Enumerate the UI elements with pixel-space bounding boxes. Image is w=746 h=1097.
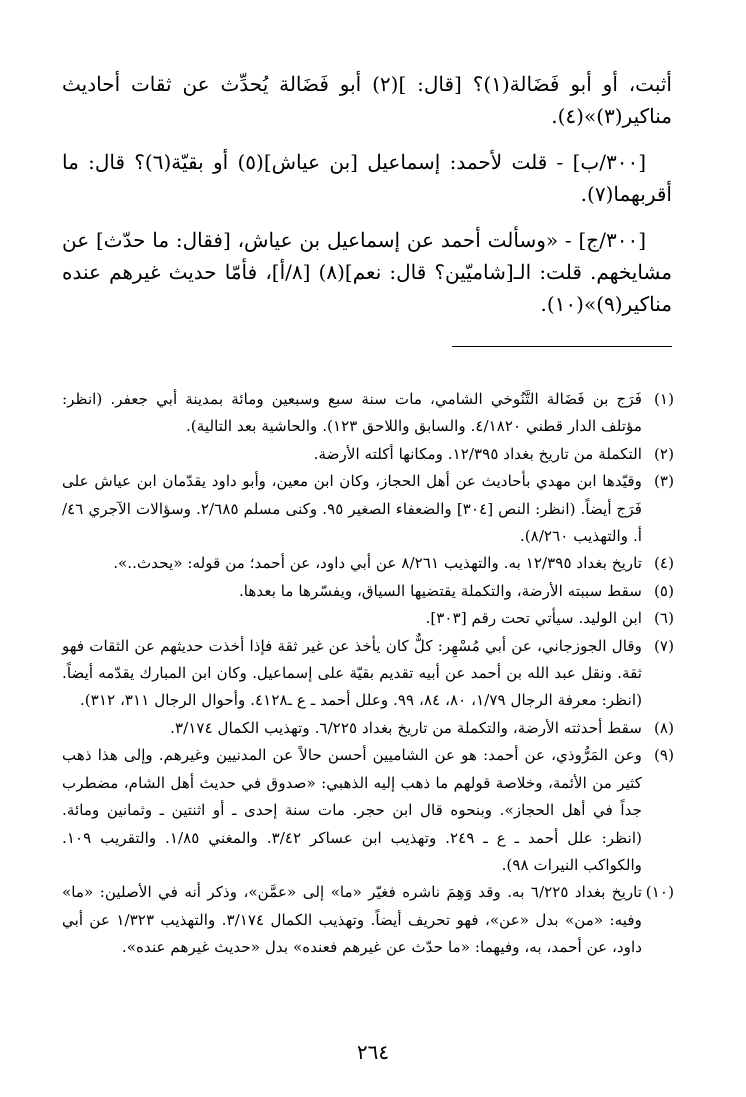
footnote-text: التكملة من تاريخ بغداد ١٢/٣٩٥. ومكانها أكلته الأرضة. (313, 444, 642, 463)
footnote-text: وقيّدها ابن مهدي بأحاديث عن أهل الحجاز، وكان ابن معين، وأبو داود يقدّمان ابن عياش على فَرَج أيضاً. (انظر: النص [٣٠٤] والضعفاء الصغير ٩٥. وكنى مسلم ٢/٦٨٥. وسؤالات الآجري ٤٦/أ. والتهذيب ٨/٢٦٠). (62, 472, 643, 546)
footnote-separator (452, 346, 672, 347)
paragraph-continuation: أثبت، أو أبو فَضَالة(١)؟ [قال: ](٢) أبو فَضَالة يُحدِّث عن ثقات أحاديث مناكير(٣)»(٤). (62, 72, 672, 128)
footnote-text: فَرَج بن فَضَالة التَّنُوخي الشامي، مات سنة سبع وسبعين ومائة بمدينة أبي جعفر. (انظر: مؤتلف الدار قطني ٤/١٨٢٠. والسابق واللاحق ١٢٣). والحاشية بعد التالية). (62, 390, 642, 436)
footnote-text: تاريخ بغداد ١٢/٣٩٥ به. والتهذيب ٨/٢٦١ عن أبي داود، عن أحمد؛ من قوله: «يحدث..». (113, 554, 642, 573)
footnote (62, 386, 674, 441)
footnote-number: (١٠) (645, 883, 674, 902)
footnote (62, 633, 674, 715)
footnote-text: وقال الجوزجاني، عن أبي مُسْهِر: كلٌّ كان يأخذ عن غير ثقة فإذا أخذت حديثهم عن الثقات فهو ثقة. ونقل عبد الله بن أحمد عن أبيه تقديم بقيّة على إسماعيل. وكان ابن المبارك يقدّمه أيضاً. (انظر: معرفة الرجال ١/٧٩، ٨٠، ٨٤، ٩٩. وعلل أحمد ـ ع ـ٤١٢٨. وأحوال الرجال ٣١١، ٣١٢). (62, 636, 642, 710)
footnote (62, 879, 674, 961)
footnote-number: (٩) (653, 746, 674, 765)
paragraph-300b: [٣٠٠/ب] - قلت لأحمد: إسماعيل [بن عياش](٥) أو بقيّة(٦)؟ قال: ما أقربهما(٧). (62, 150, 672, 206)
footnote (62, 742, 674, 879)
footnote (62, 605, 674, 632)
footnote-number: (١) (653, 390, 674, 408)
footnote (62, 715, 674, 742)
footnote (62, 441, 674, 468)
footnote (62, 578, 674, 605)
footnote (62, 550, 674, 577)
main-text (62, 68, 672, 334)
footnote-number: (٦) (653, 609, 674, 628)
footnote-text: تاريخ بغداد ٦/٢٢٥ به. وقد وَهِمَ ناشره فغيّر «ما» إلى «عمَّن»، وذكر أنه في الأصلين: «ما» وفيه: «من» بدل «عن»، فهو تحريف أيضاً. وتهذيب الكمال ٣/١٧٤. والتهذيب ١/٣٢٣ عن أبي داود، عن أحمد، به، وفيهما: «ما حدّث عن غيرهم فعنده» بدل «حديث غيرهم عنده». (62, 883, 643, 957)
footnote-number: (٧) (653, 636, 674, 655)
footnote-number: (٤) (653, 554, 674, 573)
footnote-text: سقط سببته الأرضة، والتكملة يقتضيها السياق، ويفسّرها ما بعدها. (238, 581, 642, 600)
footnote (62, 468, 674, 550)
footnote-text: سقط أحدثته الأرضة، والتكملة من تاريخ بغداد ٦/٢٢٥. وتهذيب الكمال ٣/١٧٤. (170, 718, 642, 737)
footnote-number: (٣) (653, 472, 674, 491)
footnote-number: (٨) (653, 718, 674, 737)
footnote-number: (٥) (653, 581, 674, 600)
footnote-text: ابن الوليد. سيأتي تحت رقم [٣٠٣]. (425, 609, 642, 628)
footnote-text: وعن المَرُّوذي، عن أحمد: هو عن الشاميين أحسن حالاً عن المدنيين وغيرهم. وإلى هذا ذهب كثير من الأئمة، وخلاصة قولهم ما ذهب إليه الذهبي: «صدوق في حديث أهل الشام، مضطرب جداً في أهل الحجاز». وبنحوه قال ابن حجر. مات سنة إحدى ـ أو اثنتين ـ وثمانين ومائة. (انظر: علل أحمد ـ ع ـ ٢٤٩. وتهذيب ابن عساكر ٣/٤٢. والمغني ١/٨٥. والتقريب ١٠٩. والكواكب النيرات ٩٨). (62, 746, 642, 874)
footnotes (62, 386, 674, 962)
paragraph-300c: [٣٠٠/ج] - «وسألت أحمد عن إسماعيل بن عياش، [فقال: ما حدّث] عن مشايخهم. قلت: الـ[شاميّين؟ قال: نعم](٨) [٨/أ]، فأمّا حديث غيرهم عنده مناكير(٩)»(١٠). (62, 228, 673, 316)
footnote-number: (٢) (653, 444, 674, 463)
page-number: ٢٦٤ (356, 1040, 390, 1064)
